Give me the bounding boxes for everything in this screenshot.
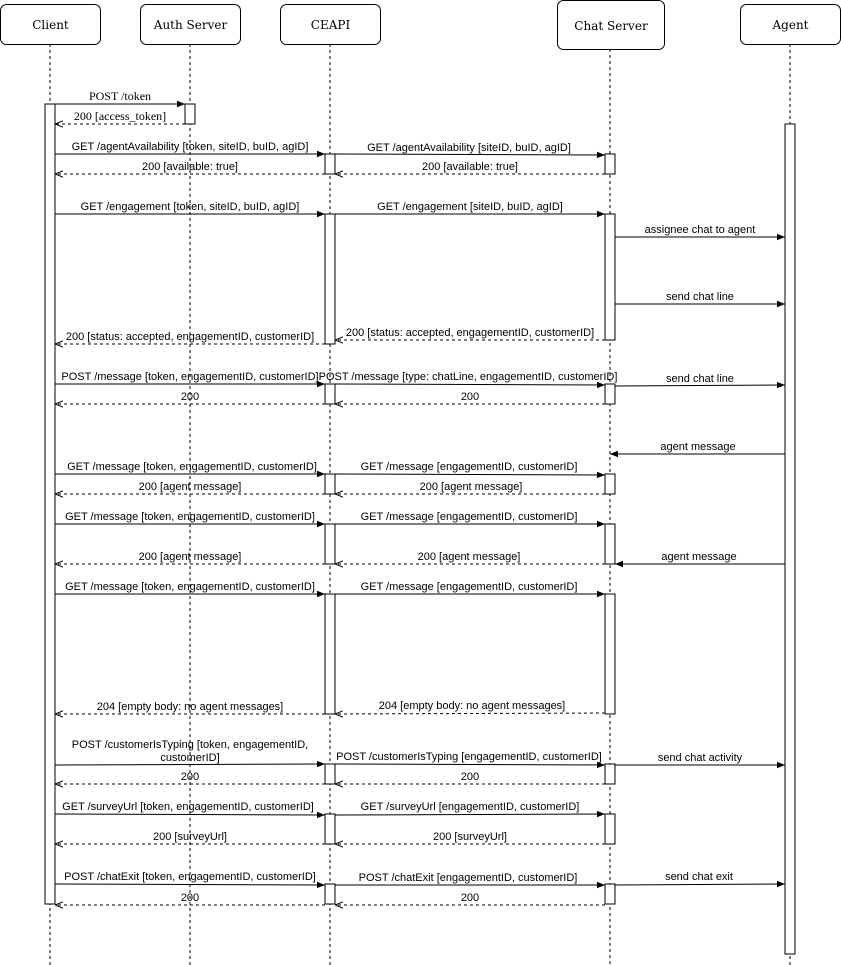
- participant-label: Chat Server: [574, 19, 648, 33]
- message-label: 200 [surveyUrl]: [433, 831, 507, 843]
- message-label: POST /customerIsTyping [engagementID, customerID]: [336, 751, 602, 763]
- messages: [55, 89, 785, 905]
- activation-auth-server: [185, 104, 195, 124]
- message-label: 200: [460, 771, 480, 783]
- message-label: GET /surveyUrl [token, engagementID, customerID]: [62, 801, 314, 813]
- message-label: 200 [agent message]: [138, 551, 242, 563]
- message-label: 200: [180, 771, 200, 783]
- activation-chat-server: [605, 384, 615, 404]
- message-label: agent message: [660, 441, 736, 453]
- message-label: 200 [access_token]: [73, 109, 167, 123]
- activation-chat-server: [605, 814, 615, 844]
- message-label: 200 [status: accepted, engagementID, customerID]: [345, 327, 595, 339]
- participant-client: [1, 5, 101, 45]
- message-arrow: [335, 154, 605, 155]
- message-arrow: [335, 474, 605, 475]
- message-label: GET /message [token, engagementID, customerID]: [65, 581, 315, 593]
- message-arrow: [55, 884, 325, 885]
- participants: [1, 1, 841, 50]
- activation-chat-server: [605, 154, 615, 174]
- participant-label: Auth Server: [153, 18, 228, 32]
- activation-ceapi: [325, 764, 335, 784]
- participant-chat-server: [558, 1, 665, 50]
- message-label: 204 [empty body: no agent messages]: [378, 700, 566, 712]
- reply-arrow: [335, 713, 605, 714]
- participant-label: Agent: [772, 18, 809, 32]
- message-arrow: [335, 814, 605, 815]
- message-label: GET /message [engagementID, customerID]: [360, 581, 578, 593]
- message-label: agent message: [661, 551, 737, 563]
- message-label: GET /message [token, engagementID, customerID]: [67, 461, 317, 473]
- message-label: 200: [180, 391, 200, 403]
- message-arrow: [55, 814, 325, 815]
- activation-ceapi: [325, 594, 335, 714]
- message-label: POST /token: [88, 89, 152, 103]
- activation-agent: [785, 124, 795, 954]
- activation-chat-server: [605, 214, 615, 340]
- activation-ceapi: [325, 154, 335, 174]
- activation-client: [45, 104, 55, 904]
- activation-ceapi: [325, 524, 335, 564]
- participant-agent: [741, 5, 841, 45]
- message-arrow: [615, 884, 785, 885]
- activation-chat-server: [605, 524, 615, 564]
- message-label: 200 [available: true]: [141, 161, 239, 173]
- message-label: send chat line: [666, 373, 734, 385]
- activation-chat-server: [605, 764, 615, 784]
- message-arrow: [335, 384, 605, 385]
- message-label: POST /chatExit [token, engagementID, customerID]: [64, 871, 316, 883]
- participant-label: Client: [32, 18, 69, 32]
- message-label: customerID]: [160, 752, 220, 764]
- message-label: POST /message [token, engagementID, customerID]: [61, 371, 319, 383]
- message-arrow: [615, 385, 785, 386]
- message-arrow: [335, 764, 605, 765]
- message-label: GET /engagement [siteID, buID, agID]: [377, 201, 563, 213]
- activation-ceapi: [325, 474, 335, 494]
- message-label: 200 [available: true]: [421, 161, 519, 173]
- activation-chat-server: [605, 884, 615, 904]
- participant-label: CEAPI: [310, 18, 351, 32]
- message-label: POST /message [type: chatLine, engagementID, customerID]: [318, 371, 618, 383]
- participant-auth-server: [141, 5, 241, 45]
- message-label: send chat line: [666, 291, 734, 303]
- message-label: GET /agentAvailability [siteID, buID, agID]: [367, 142, 571, 154]
- message-arrow: [55, 764, 325, 765]
- message-label: 200: [460, 892, 480, 904]
- message-label: GET /engagement [token, siteID, buID, agID]: [80, 201, 300, 213]
- message-label: 200 [agent message]: [138, 481, 242, 493]
- activation-chat-server: [605, 594, 615, 714]
- message-label: 200 [agent message]: [417, 551, 521, 563]
- message-label: 204 [empty body: no agent messages]: [96, 701, 284, 713]
- message-label: send chat activity: [657, 752, 743, 764]
- activation-ceapi: [325, 814, 335, 844]
- activation-ceapi: [325, 884, 335, 904]
- lifelines: [50, 44, 790, 965]
- message-label: assignee chat to agent: [644, 224, 756, 236]
- activation-ceapi: [325, 214, 335, 344]
- message-label: 200 [surveyUrl]: [153, 831, 227, 843]
- message-label: GET /message [engagementID, customerID]: [360, 461, 578, 473]
- message-label: POST /customerIsTyping [token, engagementID,: [71, 739, 309, 751]
- message-label: 200: [460, 391, 480, 403]
- message-label: POST /chatExit [engagementID, customerID]: [358, 872, 578, 884]
- message-label: GET /surveyUrl [engagementID, customerID]: [360, 801, 580, 813]
- message-label: GET /message [engagementID, customerID]: [360, 511, 578, 523]
- message-label: 200 [agent message]: [419, 481, 523, 493]
- message-label: GET /agentAvailability [token, siteID, buID, agID]: [71, 141, 309, 153]
- activation-chat-server: [605, 474, 615, 494]
- message-label: send chat exit: [665, 871, 733, 883]
- message-label: GET /message [token, engagementID, customerID]: [65, 511, 315, 523]
- participant-ceapi: [281, 5, 381, 45]
- message-label: 200 [status: accepted, engagementID, customerID]: [65, 331, 315, 343]
- activation-ceapi: [325, 384, 335, 404]
- message-label: 200: [180, 892, 200, 904]
